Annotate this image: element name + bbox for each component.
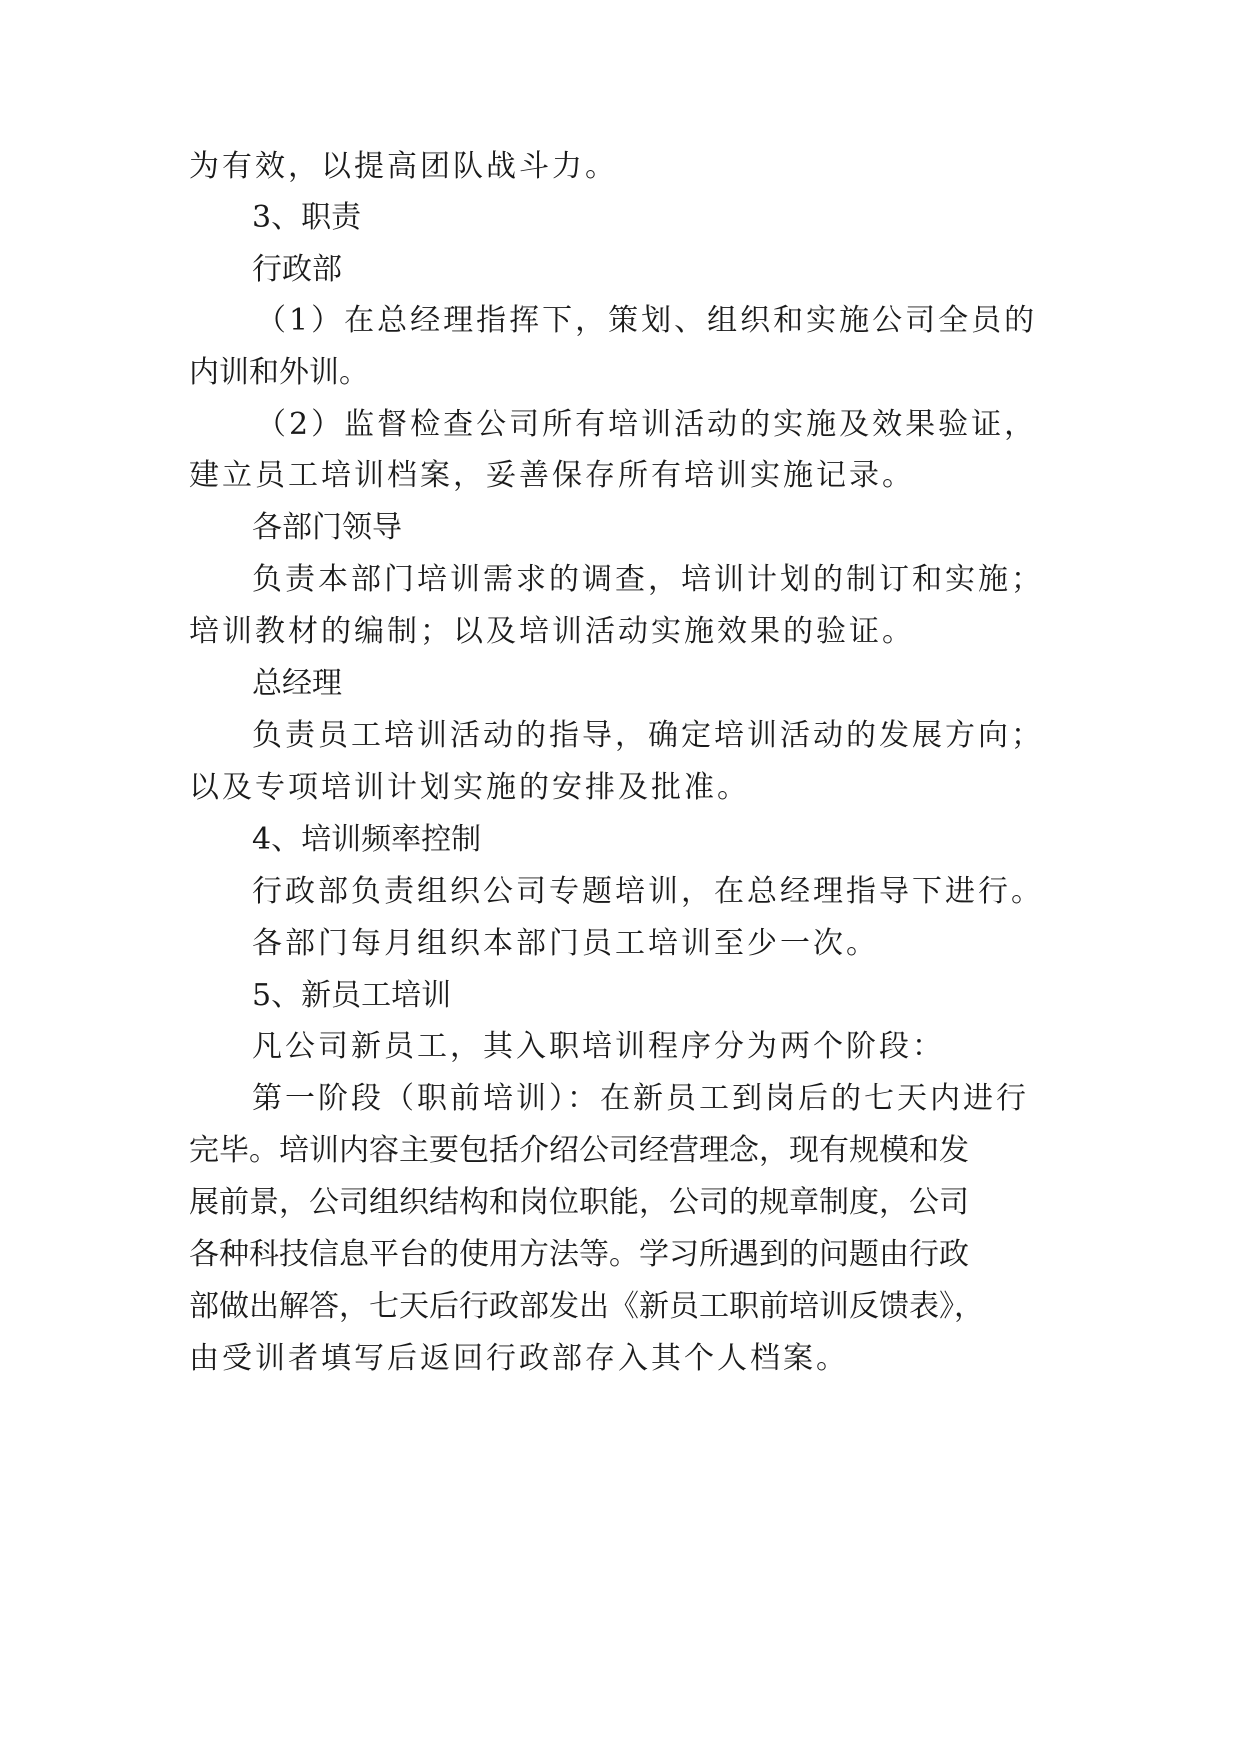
paragraph-line: 第一阶段（职前培训）：在新员工到岗后的七天内进行 bbox=[252, 1081, 1029, 1116]
subheading-admin-dept: 行政部 bbox=[252, 252, 342, 287]
paragraph-line: 负责员工培训活动的指导，确定培训活动的发展方向； bbox=[252, 718, 1044, 753]
paragraph-line: 负责本部门培训需求的调查，培训计划的制订和实施； bbox=[252, 562, 1044, 597]
paragraph-line: 为有效，以提高团队战斗力。 bbox=[189, 149, 618, 184]
paragraph-line: （1）在总经理指挥下，策划、组织和实施公司全员的 bbox=[256, 303, 1038, 338]
paragraph-line: 行政部负责组织公司专题培训，在总经理指导下进行。 bbox=[252, 874, 1044, 909]
paragraph-line: 展前景，公司组织结构和岗位职能，公司的规章制度，公司 bbox=[189, 1185, 969, 1220]
paragraph-line: 由受训者填写后返回行政部存入其个人档案。 bbox=[189, 1341, 849, 1376]
subheading-general-manager: 总经理 bbox=[252, 666, 342, 701]
paragraph-line: 完毕。培训内容主要包括介绍公司经营理念，现有规模和发 bbox=[189, 1133, 969, 1168]
section-heading-new-employee: 5、新员工培训 bbox=[252, 978, 452, 1013]
paragraph-line: 建立员工培训档案，妥善保存所有培训实施记录。 bbox=[189, 458, 915, 493]
paragraph-line: 内训和外训。 bbox=[189, 355, 369, 390]
paragraph-line: 部做出解答，七天后行政部发出《新员工职前培训反馈表》， bbox=[189, 1289, 984, 1324]
paragraph-line: 以及专项培训计划实施的安排及批准。 bbox=[189, 770, 750, 805]
paragraph-line: 凡公司新员工，其入职培训程序分为两个阶段： bbox=[252, 1029, 945, 1064]
paragraph-line: 培训教材的编制；以及培训活动实施效果的验证。 bbox=[189, 614, 915, 649]
paragraph-line: （2）监督检查公司所有培训活动的实施及效果验证， bbox=[256, 407, 1038, 442]
section-heading-frequency: 4、培训频率控制 bbox=[252, 822, 482, 857]
subheading-dept-leaders: 各部门领导 bbox=[252, 510, 402, 545]
paragraph-line: 各部门每月组织本部门员工培训至少一次。 bbox=[252, 926, 879, 961]
section-heading-duties: 3、职责 bbox=[252, 200, 362, 235]
paragraph-line: 各种科技信息平台的使用方法等。学习所遇到的问题由行政 bbox=[189, 1237, 969, 1272]
